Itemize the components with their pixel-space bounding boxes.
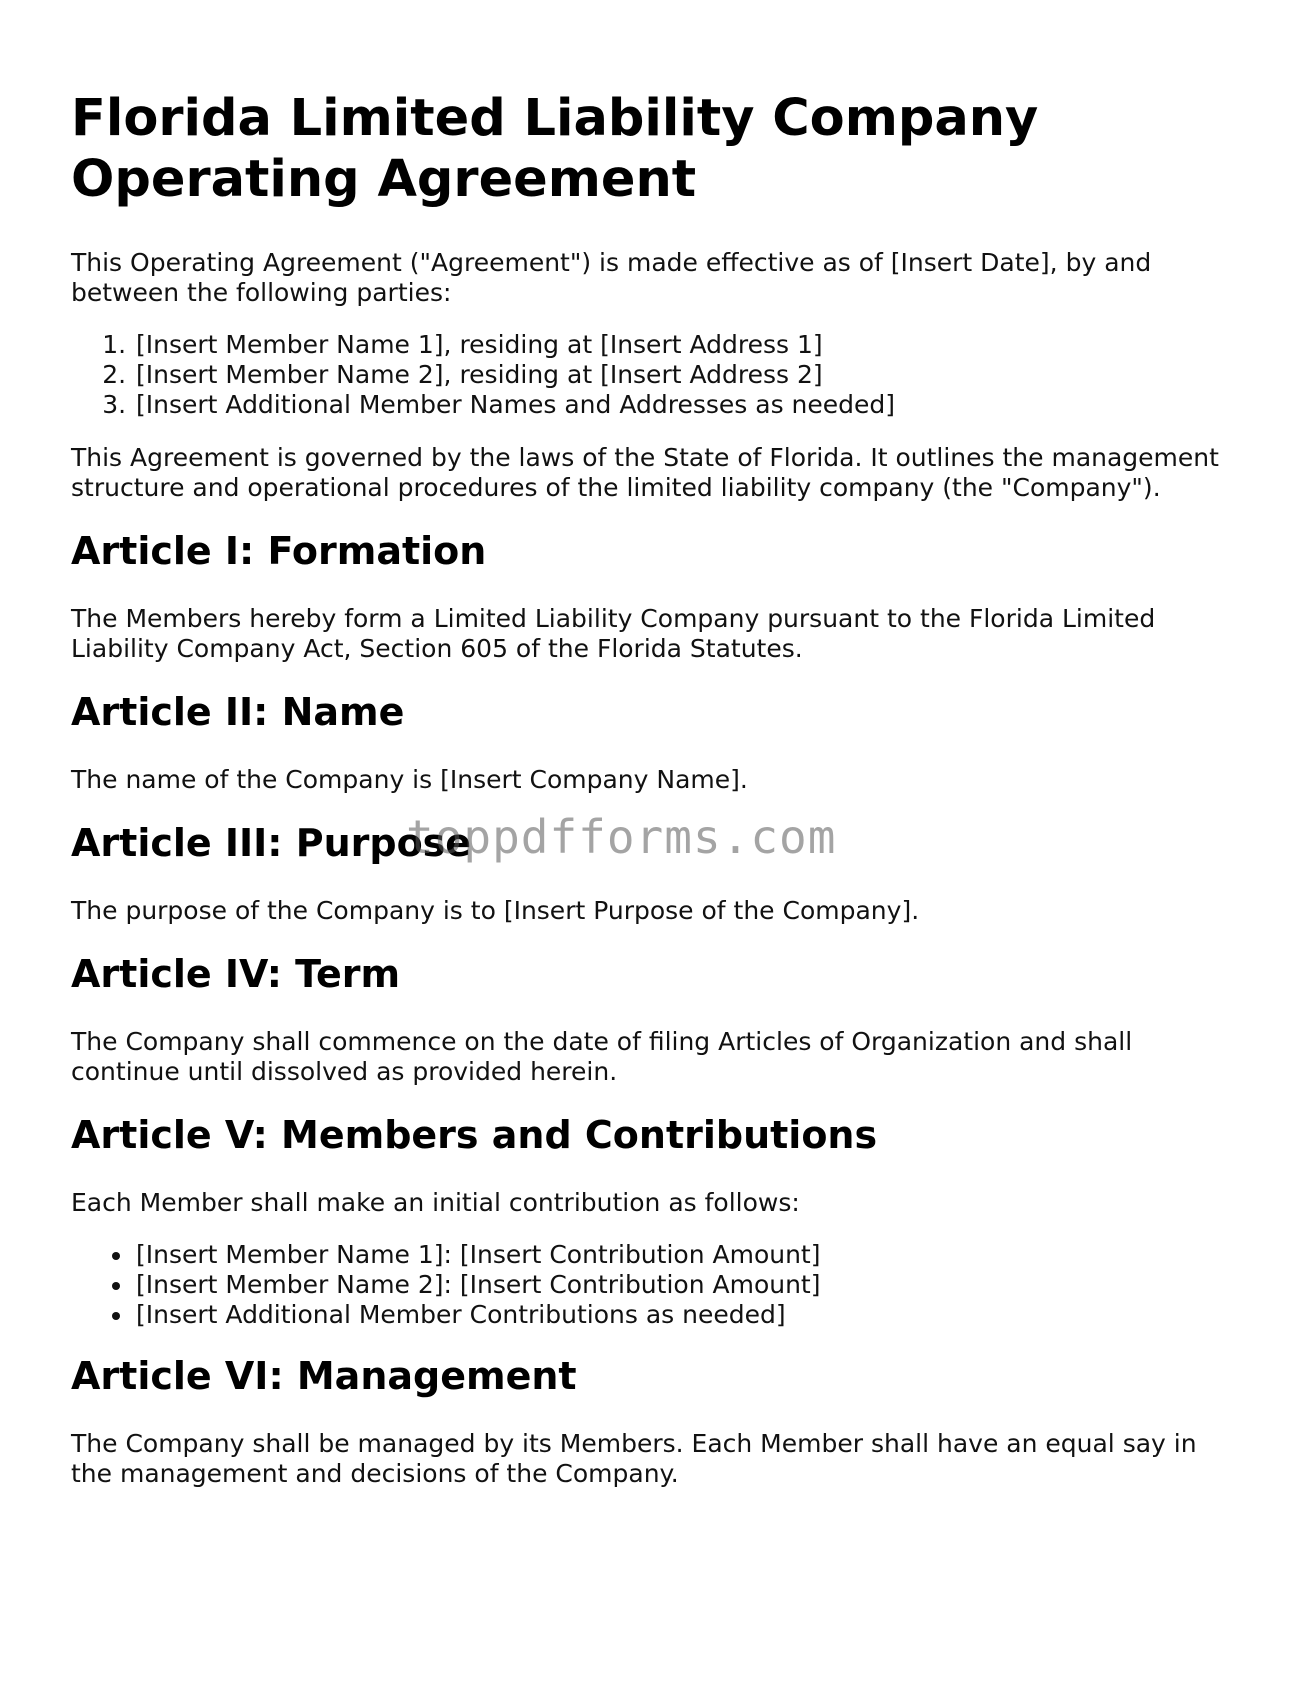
- party-item-2: 2. [Insert Member Name 2], residing at [Insert Address 2]: [134, 360, 1231, 390]
- article-4-heading: Article IV: Term: [71, 952, 401, 996]
- article-1-body: The Members hereby form a Limited Liability Company pursuant to the Florida Limited Liability Company Act, Section 605 of the Florida Statutes.: [71, 604, 1156, 663]
- contribution-item-2: • [Insert Member Name 2]: [Insert Contribution Amount]: [134, 1270, 1231, 1300]
- article-2-body: The name of the Company is [Insert Company Name].: [71, 765, 748, 794]
- document-page: [71, 88, 1231, 1514]
- party-item-1: 1. [Insert Member Name 1], residing at [Insert Address 1]: [134, 330, 1231, 360]
- article-3-body: The purpose of the Company is to [Insert Purpose of the Company].: [71, 896, 920, 925]
- intro-paragraph: This Operating Agreement ("Agreement") is made effective as of [Insert Date], by and between the following parties:: [71, 248, 1152, 307]
- article-6-heading: Article VI: Management: [71, 1354, 577, 1398]
- contributions-list: [71, 1240, 1231, 1330]
- document-title: Florida Limited Liability Company Operating Agreement: [71, 89, 1039, 209]
- article-6-body: The Company shall be managed by its Members. Each Member shall have an equal say in the management and decisions of the Company.: [71, 1429, 1197, 1488]
- party-item-3: 3. [Insert Additional Member Names and Addresses as needed]: [134, 390, 1231, 420]
- article-3-heading: Article III: Purpose: [71, 821, 472, 865]
- article-5-body: Each Member shall make an initial contribution as follows:: [71, 1188, 800, 1217]
- article-4-body: The Company shall commence on the date of filing Articles of Organization and shall continue until dissolved as provided herein.: [71, 1027, 1133, 1086]
- watermark-text: toppdfforms.com: [406, 810, 837, 864]
- article-5-heading: Article V: Members and Contributions: [71, 1113, 878, 1157]
- parties-list: [71, 330, 1231, 420]
- contribution-item-3: • [Insert Additional Member Contributions as needed]: [134, 1300, 1231, 1330]
- governing-paragraph: This Agreement is governed by the laws of the State of Florida. It outlines the management structure and operational procedures of the limited liability company (the "Company").: [71, 443, 1219, 502]
- contribution-item-1: • [Insert Member Name 1]: [Insert Contribution Amount]: [134, 1240, 1231, 1270]
- article-1-heading: Article I: Formation: [71, 529, 487, 573]
- article-2-heading: Article II: Name: [71, 690, 405, 734]
